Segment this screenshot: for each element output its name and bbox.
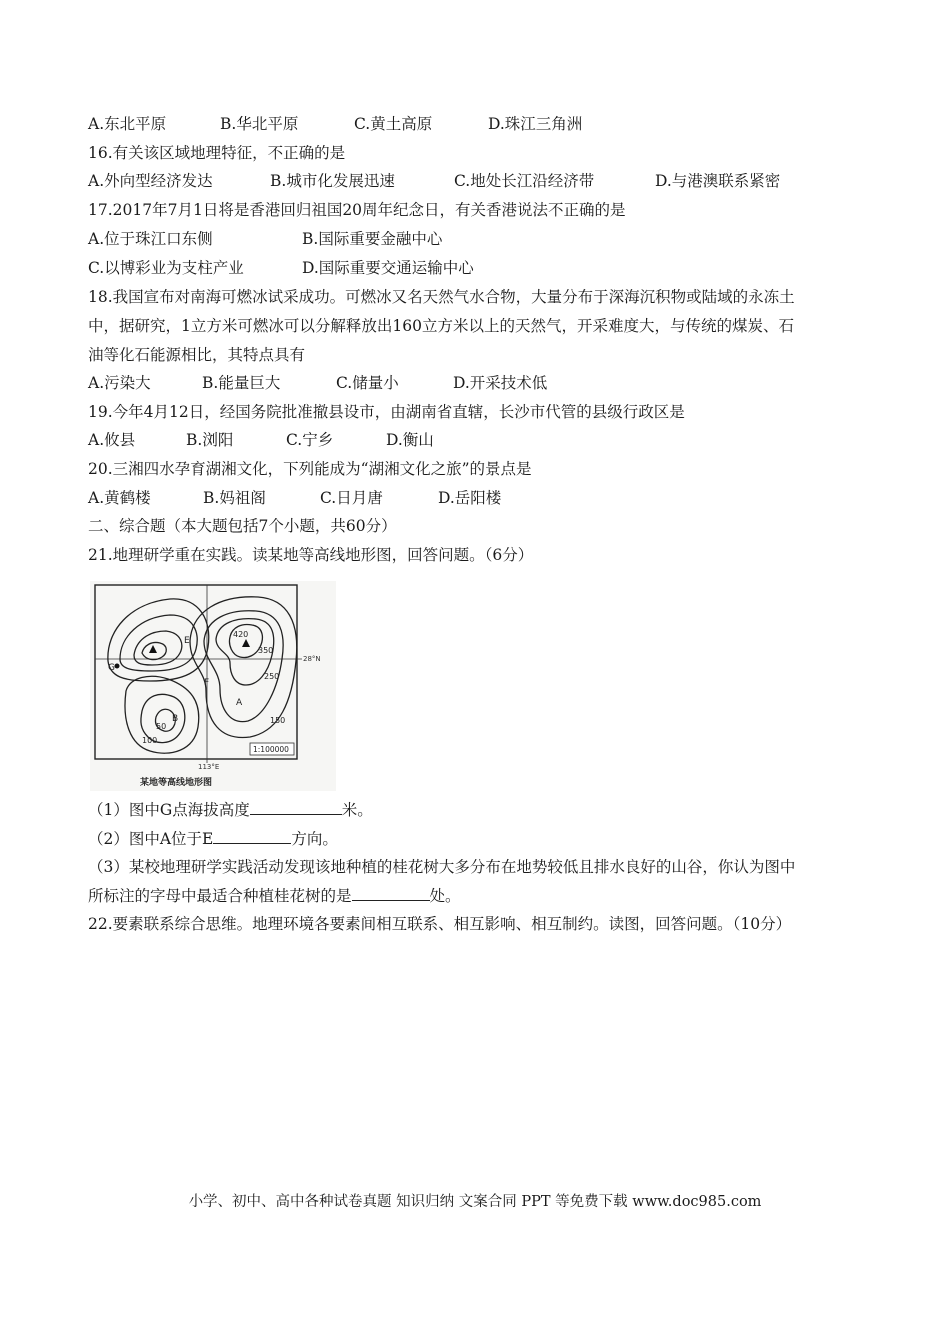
q17-option-c: C.以博彩业为支柱产业 [88, 259, 244, 277]
page-footer: 小学、初中、高中各种试卷真题 知识归纳 文案合同 PPT 等免费下载 www.doc985.com [188, 1194, 762, 1210]
q19-option-d: D.衡山 [386, 431, 434, 449]
q17-option-b: B.国际重要金融中心 [302, 230, 443, 248]
q15-option-a: A.东北平原 [88, 115, 167, 133]
q20-option-a: A.黄鹤楼 [88, 489, 151, 507]
q20-stem: 20.三湘四水孕育湖湘文化，下列能成为“湖湘文化之旅”的景点是 [88, 460, 532, 478]
latitude-label: 28°N [303, 655, 321, 663]
point-label-b: B [172, 714, 179, 724]
q15-options [88, 114, 582, 134]
q15-option-c: C.黄土高原 [354, 115, 433, 133]
q20-option-d: D.岳阳楼 [438, 489, 502, 507]
contour-label-150: 150 [270, 716, 286, 725]
q21-sub1-blank[interactable] [250, 799, 342, 815]
q21-sub1-unit: 米。 [341, 801, 373, 819]
q18-option-b: B.能量巨大 [202, 374, 281, 392]
q16-option-a: A.外向型经济发达 [88, 172, 213, 190]
q21-sub3-line2 [88, 885, 461, 906]
q17-stem: 17.2017年7月1日将是香港回归祖国20周年纪念日，有关香港说法不正确的是 [88, 201, 626, 219]
q15-option-b: B.华北平原 [220, 115, 299, 133]
q21-sub1 [88, 799, 373, 820]
q18-option-a: A.污染大 [88, 374, 151, 392]
map-caption: 某地等高线地形图 [140, 778, 213, 788]
q20-option-b: B.妈祖阁 [203, 489, 266, 507]
section2-title: 二、综合题（本大题包括7个小题，共60分） [88, 517, 397, 535]
q21-sub3-text: 所标注的字母中最适合种植桂花树的是 [88, 887, 352, 905]
q16-options [88, 171, 780, 191]
contour-label-250: 250 [264, 672, 280, 681]
q16-option-d: D.与港澳联系紧密 [655, 172, 781, 190]
contour-label-100: 100 [142, 736, 158, 745]
q21-sub1-text: （1）图中G点海拔高度 [88, 801, 250, 819]
q21-sub2-text: （2）图中A位于E [88, 830, 214, 848]
q18-option-c: C.储量小 [336, 374, 399, 392]
contour-label-350: 350 [258, 646, 274, 655]
q19-option-a: A.攸县 [88, 431, 136, 449]
contour-map-figure [90, 581, 336, 791]
q22-stem: 22.要素联系综合思维。地理环境各要素间相互联系、相互影响、相互制约。读图，回答问题。（10分） [88, 915, 792, 933]
q20-options [88, 488, 501, 508]
map-scale: 1:100000 [253, 745, 289, 754]
q16-option-b: B.城市化发展迅速 [270, 172, 395, 190]
point-g-marker [115, 664, 120, 669]
q15-option-d: D.珠江三角洲 [488, 115, 583, 133]
q19-option-b: B.浏阳 [186, 431, 234, 449]
q17-options-row1 [88, 229, 442, 249]
q21-stem: 21.地理研学重在实践。读某地等高线地形图，回答问题。（6分） [88, 546, 534, 564]
point-label-g: G [108, 663, 115, 673]
q16-option-c: C.地处长江沿经济带 [454, 172, 595, 190]
q18-stem-line2: 中，据研究，1立方米可燃冰可以分解释放出160立方米以上的天然气，开采难度大，与传统的煤炭、石 [88, 317, 794, 335]
q17-option-a: A.位于珠江口东侧 [88, 230, 213, 248]
q16-stem: 16.有关该区域地理特征，不正确的是 [88, 144, 346, 162]
q17-option-d: D.国际重要交通运输中心 [302, 259, 474, 277]
q18-option-d: D.开采技术低 [453, 374, 548, 392]
q18-stem-line1: 18.我国宣布对南海可燃冰试采成功。可燃冰又名天然气水合物，大量分布于深海沉积物或陆域的永冻土 [88, 288, 795, 306]
q20-option-c: C.日月唐 [320, 489, 383, 507]
q21-sub3-suffix: 处。 [429, 887, 461, 905]
q21-sub2 [88, 828, 338, 849]
contour-label-420: 420 [233, 630, 249, 639]
point-label-e: E [184, 636, 190, 646]
contour-label-50: 50 [156, 722, 167, 731]
point-label-f: F [204, 678, 210, 688]
q19-stem: 19.今年4月12日，经国务院批准撤县设市，由湖南省直辖，长沙市代管的县级行政区是 [88, 403, 685, 421]
q19-option-c: C.宁乡 [286, 431, 334, 449]
longitude-label: 113°E [198, 763, 220, 771]
point-label-a: A [236, 698, 243, 708]
q17-options-row2 [88, 258, 474, 278]
q21-sub3-line1: （3）某校地理研学实践活动发现该地种植的桂花树大多分布在地势较低且排水良好的山谷，你认为图中 [88, 858, 796, 876]
q21-sub2-blank[interactable] [213, 828, 291, 844]
q21-sub3-blank[interactable] [352, 885, 430, 901]
q18-stem-line3: 油等化石能源相比，其特点具有 [88, 346, 306, 364]
q19-options [88, 430, 434, 450]
q21-sub2-suffix: 方向。 [291, 830, 338, 848]
q18-options [88, 373, 547, 393]
